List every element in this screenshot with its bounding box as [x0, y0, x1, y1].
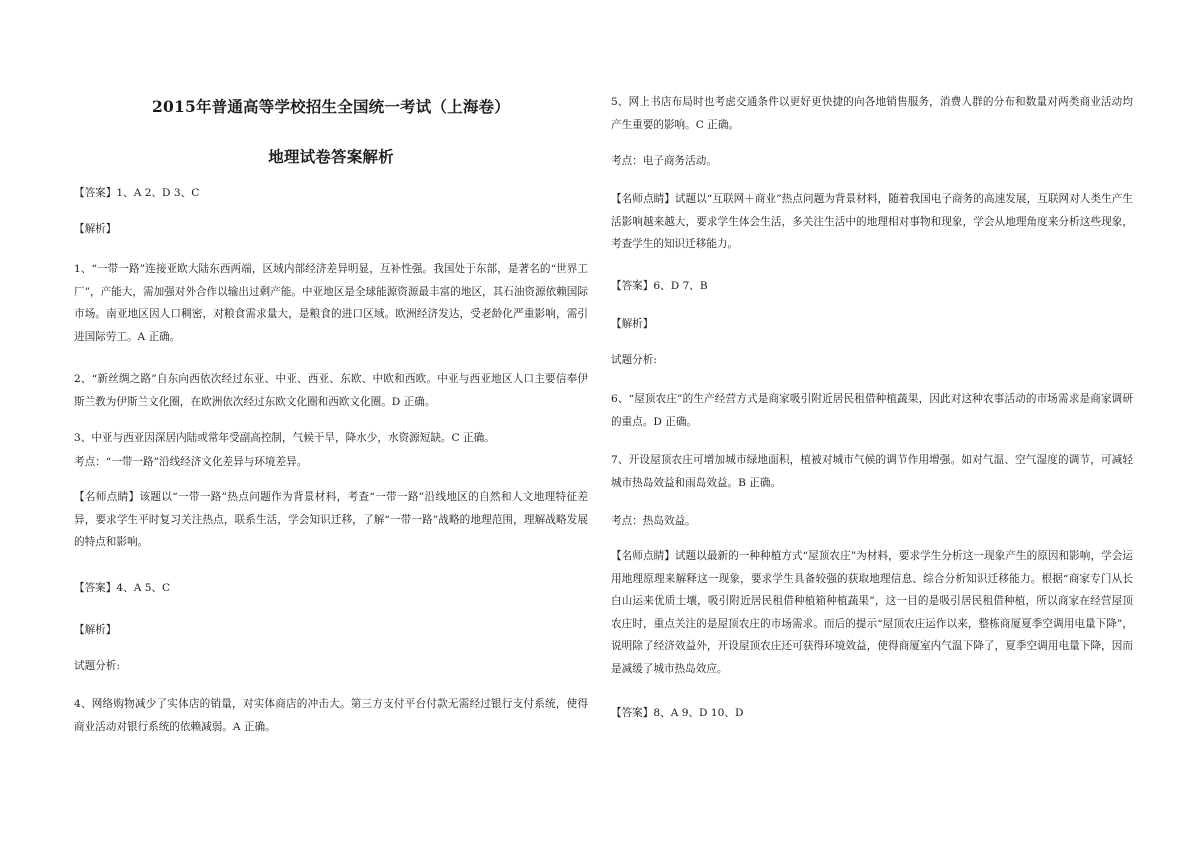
explanation-q6: 6、“屋顶农庄”的生产经营方式是商家吸引附近居民租借种植蔬果，因此对这种农事活动的市场需求是商家调研的重点。D 正确。: [611, 393, 1133, 428]
mingshi-note-2: 【名师点睛】试题以“互联网＋商业”热点问题为背景材料，随着我国电子商务的高速发展，互联网对人类生产生活影响越来越大，要求学生体会生活，多关注生活中的地理相对事物和现象，学会从地理角度来分析这些现象，考查学生的知识迁移能力。: [611, 193, 1133, 250]
kaodian-2: 考点：电子商务活动。: [611, 155, 717, 167]
answer-line-3: 【答案】6、D 7、B: [611, 280, 708, 292]
answer-line-4: 【答案】8、A 9、D 10、D: [611, 707, 744, 719]
analysis-heading-3: 【解析】: [611, 318, 654, 330]
document-subtitle: 地理试卷答案解析: [268, 147, 394, 166]
mingshi-note-3: 【名师点睛】试题以最新的一种种植方式“屋顶农庄”为材料，要求学生分析这一现象产生的原因和影响，学会运用地理原理来解释这一现象，要求学生具备较强的获取地理信息、综合分析知识迁移能力。根据“商家专门从长白山运来优质土壤，吸引附近居民租借种植箱种植蔬果”，这一目的是吸引居民租借种植，所以商家在经营屋顶农庄时，重点关注的是屋顶农庄的市场需求。而后的提示“屋顶农庄运作以来，整栋商厦夏季空调用电量下降”，说明除了经济效益外，开设屋顶农庄还可获得环境效益，使得商厦室内气温下降了，夏季空调用电量下降，因而是减缓了城市热岛效应。: [611, 550, 1133, 675]
analysis-label-2: 试题分析:: [611, 354, 657, 366]
explanation-q1: 1、“一带一路”连接亚欧大陆东西两端，区域内部经济差异明显，互补性强。我国处于东部，是著名的“世界工厂”，产能大，需加强对外合作以输出过剩产能。中亚地区是全球能源资源最丰富的地区，其石油资源依赖国际市场。南亚地区因人口稠密，对粮食需求量大，是粮食的进口区域。欧洲经济发达，受老龄化严重影响，需引进国际劳工。A 正确。: [74, 263, 588, 343]
explanation-q4: 4、网络购物减少了实体店的销量，对实体商店的冲击大。第三方支付平台付款无需经过银行支付系统，使得商业活动对银行系统的依赖减弱。A 正确。: [74, 698, 588, 733]
analysis-heading-2: 【解析】: [74, 624, 117, 636]
explanation-q5: 5、网上书店布局时也考虑交通条件以更好更快捷的向各地销售服务，消费人群的分布和数量对两类商业活动均产生重要的影响。C 正确。: [611, 96, 1133, 131]
answer-line-2: 【答案】4、A 5、C: [74, 582, 171, 594]
answer-line-1: 【答案】1、A 2、D 3、C: [74, 187, 200, 199]
mingshi-note-1: 【名师点睛】该题以“一带一路”热点问题作为背景材料，考查“一带一路”沿线地区的自然和人文地理特征差异，要求学生平时复习关注热点，联系生活，学会知识迁移，了解“一带一路”战略的地理范围，理解战略发展的特点和影响。: [74, 491, 588, 548]
explanation-q7: 7、开设屋顶农庄可增加城市绿地面积，植被对城市气候的调节作用增强。如对气温、空气湿度的调节，可减轻城市热岛效益和雨岛效益。B 正确。: [611, 454, 1133, 489]
analysis-label-1: 试题分析:: [74, 660, 120, 672]
document-title: 2015年普通高等学校招生全国统一考试（上海卷）: [152, 97, 510, 116]
kaodian-3: 考点：热岛效益。: [611, 515, 696, 527]
explanation-q2: 2、“新丝绸之路”自东向西依次经过东亚、中亚、西亚、东欧、中欧和西欧。中亚与西亚地区人口主要信奉伊斯兰教为伊斯兰文化圈，在欧洲依次经过东欧文化圈和西欧文化圈。D 正确。: [74, 373, 588, 408]
kaodian-1: 考点：“一带一路”沿线经济文化差异与环境差异。: [74, 456, 308, 468]
analysis-heading-1: 【解析】: [74, 223, 117, 235]
explanation-q3: 3、中亚与西亚因深居内陆或常年受副高控制，气候干旱，降水少，水资源短缺。C 正确。: [74, 432, 495, 444]
